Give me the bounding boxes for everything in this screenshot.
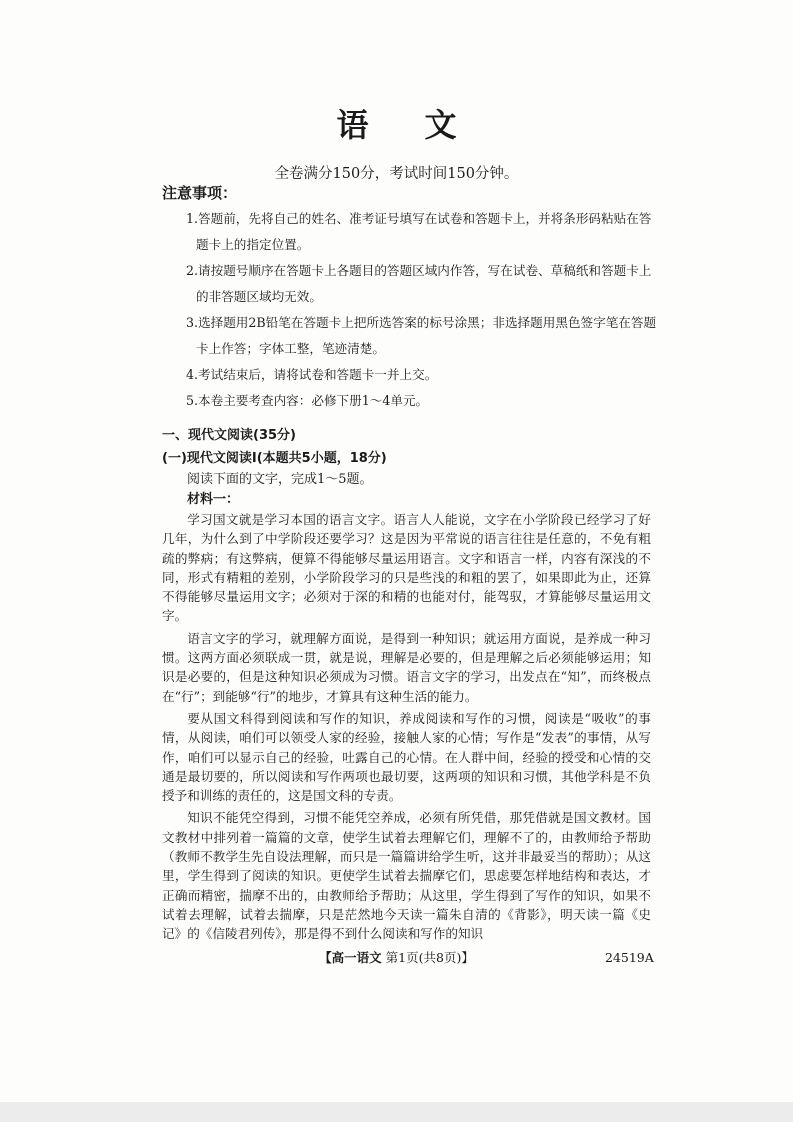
passage-paragraph: 语言文字的学习，就理解方面说，是得到一种知识；就运用方面说，是养成一种习惯。这两方面必须联成一贯，就是说，理解是必要的，但是理解之后必须能够运用；知识是必要的，但是这种知识必须成为习惯。语言文字的学习，出发点在“知”，而终极点在“行”；到能够“行”的地步，才算具有这种生活的能力。 [162, 630, 651, 704]
reading-instruction: 阅读下面的文字，完成1～5题。 [187, 472, 373, 487]
subsection-heading: (一)现代文阅读Ⅰ(本题共5小题，18分) [162, 451, 387, 466]
footer-paper: 【高一语文 [319, 950, 382, 965]
material-label: 材料一： [187, 492, 240, 507]
passage-paragraph: 知识不能凭空得到，习惯不能凭空养成，必须有所凭借，那凭借就是国文教材。国文教材中排列着一篇篇的文章，使学生试着去理解它们，理解不了的，由教师给予帮助（教师不教学生先自设法理解，而只是一篇篇讲给学生听，这并非最妥当的帮助）；从这里，学生得到了阅读的知识。更使学生试着去揣摩它们，思虑要怎样地结构和表达，才正确而精密，揣摩不出的，由教师给予帮助；从这里，学生得到了写作的知识，如果不试着去理解，试着去揣摩，只是茫然地今天读一篇朱自清的《背影》，明天读一篇《史记》的《信陵君列传》，那是得不到什么阅读和写作的知识 [162, 810, 651, 942]
page-footer [0, 948, 793, 966]
paper-code: 24519A [605, 950, 654, 965]
notice-item: 4.考试结束后，请将试卷和答题卡一并上交。 [186, 367, 438, 382]
notice-item: 5.本卷主要考查内容：必修下册1～4单元。 [186, 393, 429, 408]
notice-list [186, 206, 661, 414]
section-heading: 一、现代文阅读(35分) [162, 428, 296, 443]
notice-heading: 注意事项： [162, 184, 238, 202]
passage-paragraph: 学习国文就是学习本国的语言文字。语言人人能说，文字在小学阶段已经学习了好几年，为什么到了中学阶段还要学习？这是因为平常说的语言往往是任意的，不免有粗疏的弊病；有这弊病，便算不得能够尽量运用语言。文字和语言一样，内容有深浅的不同，形式有精粗的差别，小学阶段学习的只是些浅的和粗的罢了，如果即此为止，还算不得能够尽量运用文字；必须对于深的和精的也能对付，能驾驭，才算能够尽量运用文字。 [162, 512, 651, 624]
footer-page-number: 第1页(共8页)】 [385, 950, 474, 965]
reading-passage [162, 510, 651, 947]
passage-paragraph: 要从国文科得到阅读和写作的知识，养成阅读和写作的习惯，阅读是“吸收”的事情，从阅读，咱们可以领受人家的经验，接触人家的心情；写作是“发表”的事情，从写作，咱们可以显示自己的经验，吐露自己的心情。在人群中间，经验的授受和心情的交通是最切要的，所以阅读和写作两项也最切要，这两项的知识和习惯，其他学科是不负授予和训练的责任的，这是国文科的专责。 [162, 710, 651, 804]
exam-subtitle: 全卷满分150分，考试时间150分钟。 [274, 166, 519, 182]
notice-item: 1.答题前，先将自己的姓名、准考证号填写在试卷和答题卡上，并将条形码粘贴在答题卡上的指定位置。 [186, 211, 652, 252]
notice-item: 3.选择题用2B铅笔在答题卡上把所选答案的标号涂黑；非选择题用黑色签字笔在答题卡上作答；字体工整，笔迹清楚。 [186, 315, 657, 356]
page-title: 语文 [336, 106, 513, 144]
notice-item: 2.请按题号顺序在答题卡上各题目的答题区域内作答，写在试卷、草稿纸和答题卡上的非答题区域均无效。 [186, 263, 652, 304]
scan-edge [0, 1102, 793, 1122]
